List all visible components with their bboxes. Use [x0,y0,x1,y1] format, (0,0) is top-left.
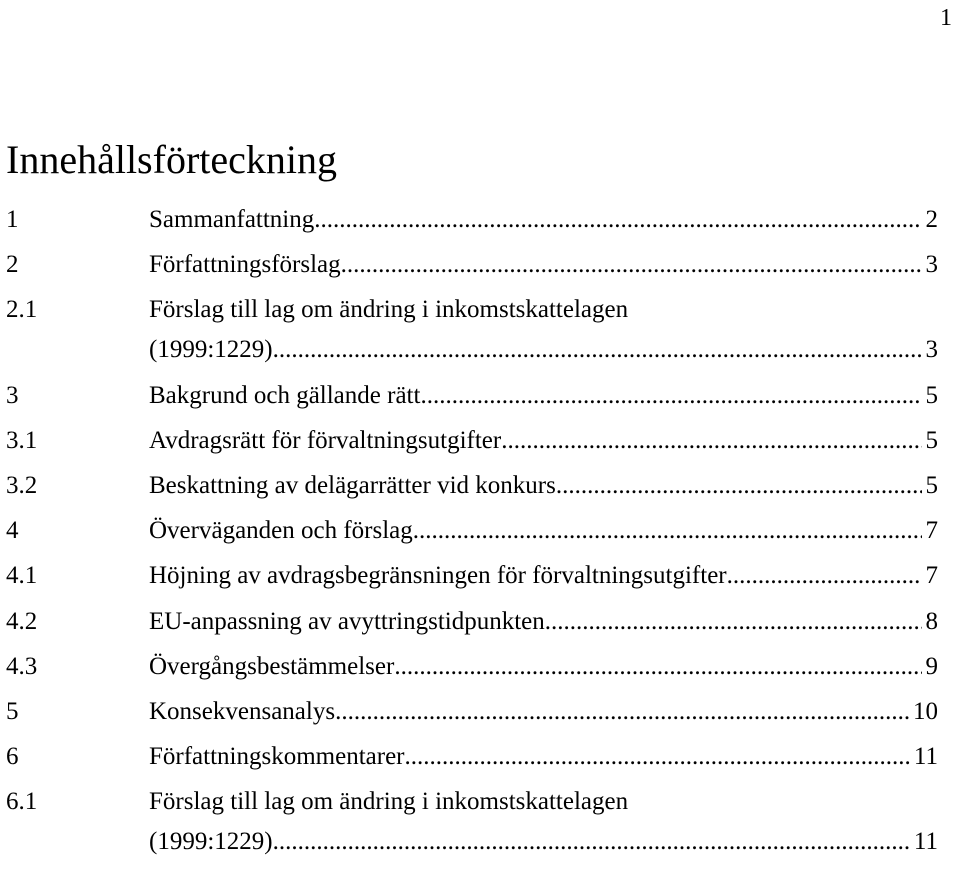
toc-entry-page: 2 [925,206,938,233]
toc-entry-title: Konsekvensanalys [149,697,336,725]
toc-leader-dots [341,245,922,285]
toc-leader-dots [413,511,922,551]
toc-entry-page: 5 [925,471,938,499]
toc-leader-dots [405,737,910,777]
toc-entry-title: EU-anpassning av avyttringstidpunkten [149,607,545,635]
toc-leader-dots [394,647,921,687]
toc-entry-title: Avdragsrätt för förvaltningsutgifter [149,426,502,454]
toc-entry-title: Författningsförslag [149,251,341,279]
toc-entry[interactable] [6,602,938,642]
toc-leader-dots [335,692,909,732]
toc-entry-page: 11 [913,828,938,856]
toc-entry-title: Bakgrund och gällande rätt [149,381,421,409]
toc-entry-number: 3 [6,381,19,409]
toc-entry-number: 4 [6,517,19,545]
toc-entry-number: 2 [6,251,19,279]
toc-entry[interactable] [6,200,938,240]
toc-entry-title-continued: (1999:1229) [149,336,273,364]
toc-leader-dots [273,822,910,862]
toc-entry-title: Beskattning av delägarrätter vid konkurs [149,471,556,499]
toc-entry-number: 1 [6,206,19,233]
toc-entry[interactable] [6,376,938,416]
toc-entry-title: Övergångsbestämmelser [149,652,395,680]
toc-entry-number: 4.3 [6,652,38,680]
table-of-contents [6,200,938,867]
toc-entry-number: 6.1 [6,788,38,816]
toc-leader-dots [727,556,922,596]
toc-entry-number: 3.2 [6,471,38,499]
toc-entry[interactable] [6,647,938,687]
toc-entry-number: 2.1 [6,296,38,324]
toc-entry-page: 7 [925,517,938,545]
toc-entry-number: 4.2 [6,607,38,635]
toc-entry-page: 9 [925,652,938,680]
toc-entry-page: 11 [913,743,938,771]
toc-entry-page: 3 [925,251,938,279]
toc-entry-title: Författningskommentarer [149,743,405,771]
toc-entry-title: Sammanfattning [149,206,315,233]
toc-entry[interactable] [6,556,938,596]
toc-leader-dots [501,421,921,461]
toc-entry-page: 3 [925,336,938,364]
toc-entry[interactable] [6,782,938,862]
toc-entry-page: 7 [925,562,938,590]
toc-entry-number: 6 [6,743,19,771]
toc-entry-number: 3.1 [6,426,38,454]
toc-entry[interactable] [6,421,938,461]
page-number: 1 [940,5,952,31]
toc-leader-dots [314,200,921,240]
toc-entry[interactable] [6,511,938,551]
toc-entry-page: 5 [925,426,938,454]
toc-entry-title: Förslag till lag om ändring i inkomstskattelagen [149,296,629,324]
page-title: Innehållsförteckning [6,137,337,182]
toc-entry[interactable] [6,737,938,777]
toc-entry-title-continued: (1999:1229) [149,828,273,856]
toc-leader-dots [420,376,921,416]
toc-entry-title: Höjning av avdragsbegränsningen för förvaltningsutgifter [149,562,727,590]
toc-leader-dots [273,330,922,370]
toc-entry-page: 8 [925,607,938,635]
toc-entry[interactable] [6,290,938,370]
toc-entry-number: 4.1 [6,562,38,590]
toc-entry[interactable] [6,466,938,506]
toc-leader-dots [545,602,922,642]
toc-entry-title: Överväganden och förslag [149,517,413,545]
toc-entry[interactable] [6,692,938,732]
toc-entry-number: 5 [6,697,19,725]
toc-entry-title: Förslag till lag om ändring i inkomstskattelagen [149,788,629,816]
toc-entry-page: 5 [925,381,938,409]
toc-entry-page: 10 [913,697,938,725]
toc-entry[interactable] [6,245,938,285]
toc-leader-dots [556,466,922,506]
